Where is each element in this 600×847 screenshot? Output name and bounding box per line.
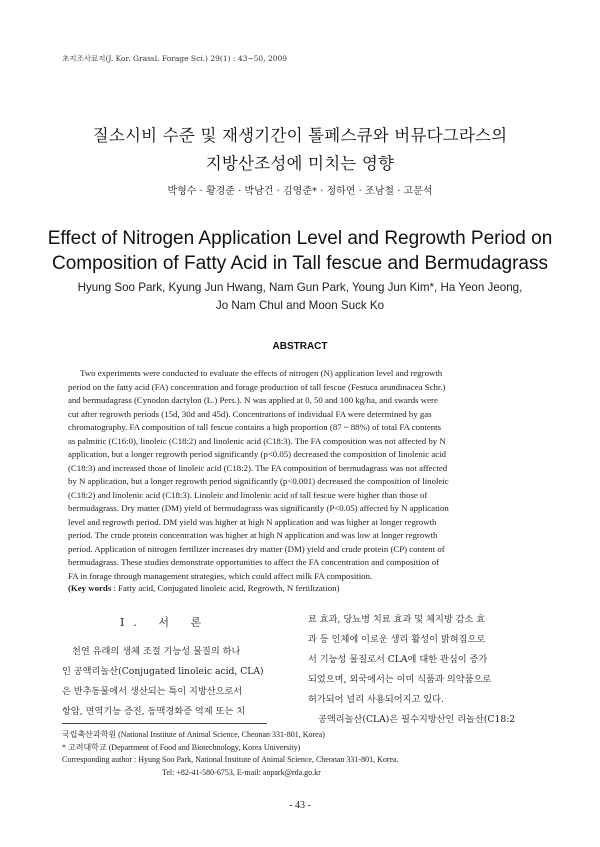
abstract-line: as palmitic (C16:0), linoleic (C18:2) and linolenic acid (C18:3). The FA composition was not affected by N xyxy=(68,435,446,446)
korean-title-line-1: 질소시비 수준 및 재생기간이 톨페스큐와 버뮤다그라스의 xyxy=(92,126,508,145)
body-text-line: 인 공액리놀산(Conjugated linoleic acid, CLA) xyxy=(62,666,264,677)
footnote-divider xyxy=(62,723,267,724)
body-text-line: 천연 유래의 생체 조절 기능성 물질의 하나 xyxy=(72,646,241,657)
abstract-line: (C18:2) and linolenic acid (C18:3). Linoleic and linolenic acid of tall fescue were higher than those of xyxy=(68,489,428,500)
body-text-line: 서 기능성 물질로서 CLA에 대한 관심이 증가 xyxy=(308,654,488,665)
english-title-line-1: Effect of Nitrogen Application Level and Regrowth Period on xyxy=(47,228,553,249)
abstract-line: by N application, but a longer regrowth period significantly (p<0.001) decreased the composition of linoleic xyxy=(68,476,449,486)
abstract-heading: ABSTRACT xyxy=(272,341,328,352)
abstract-line: FA in forage through management strategies, which could affect milk FA composition. xyxy=(68,570,373,581)
abstract-line: bermudagrass. These studies demonstrate opportunities to affect the FA concentration and composition of xyxy=(68,557,440,567)
abstract-line: application, but a longer regrowth period significantly (p<0.05) decreased the composition of linolenic acid xyxy=(68,449,446,459)
abstract-line: chromatography. FA composition of tall fescue contains a high proportion (87 ~ 88%) of total FA contents xyxy=(68,422,442,432)
abstract-line: period on the fatty acid (FA) concentration and forage production of tall fescue (Festuca arundinacea Schr.) xyxy=(68,381,446,392)
abstract-line: cut after regrowth periods (15d, 30d and 45d). Concentrations of individual FA were determined by gas xyxy=(68,408,432,419)
abstract-line: level and regrowth period. DM yield was higher at high N application and was higher at longer regrowth xyxy=(68,516,437,527)
keywords-label: (Key words xyxy=(68,583,112,593)
footnote-contact: Tel: +82-41-580-6753, E-mail: anpark@rda.go.kr xyxy=(162,768,321,777)
page-number: - 43 - xyxy=(289,800,311,811)
abstract-line: and bermudagrass (Cynodon dactylon (L.) Pers.). N was applied at 0, 50 and 100 kg/ha, and swards were xyxy=(68,395,438,405)
keywords xyxy=(68,583,542,593)
korean-authors: 박형수 · 황경준 · 박남건 · 김영준* · 정하연 · 조남철 · 고문석 xyxy=(167,186,433,197)
body-text-line: 공액리놀산(CLA)은 필수지방산인 리놀산(C18:2 xyxy=(318,714,516,725)
body-text-line: 은 반추동물에서 생산되는 특이 지방산으로서 xyxy=(62,686,243,697)
footnote-affiliation-2: * 고려대학교 (Department of Food and Biotechnology, Korea University) xyxy=(62,743,301,752)
abstract-line: period. The crude protein concentration was higher at high N application and was low at longer regrowth xyxy=(68,530,438,540)
body-text-line: 항암, 면역기능 증진, 동맥경화증 억제 또는 치 xyxy=(62,706,246,717)
korean-title-line-2: 지방산조성에 미치는 영향 xyxy=(205,154,395,173)
english-authors-line-1: Hyung Soo Park, Kyung Jun Hwang, Nam Gun Park, Young Jun Kim*, Ha Yeon Jeong, xyxy=(77,281,523,294)
section-title-introduction: I. 서 론 xyxy=(120,616,211,629)
abstract-line: Two experiments were conducted to evaluate the effects of nitrogen (N) application level and regrowth xyxy=(80,368,443,378)
body-text-line: 허가되어 널리 사용되어지고 있다. xyxy=(308,694,444,705)
abstract-line: period. Application of nitrogen fertilizer increases dry matter (DM) yield and crude protein (CP) content of xyxy=(68,543,445,554)
english-authors-line-2: Jo Nam Chul and Moon Suck Ko xyxy=(215,299,385,312)
footnote-corresponding-author: Corresponding author : Hyung Soo Park, National Institute of Animal Science, Cheonan 331-801, Korea. xyxy=(62,755,399,764)
abstract-line: bermudagrass. Dry matter (DM) yield of bermudagrass was significantly (P<0.05) affected by N application xyxy=(68,503,449,513)
abstract-line: (C18:3) and increased those of linoleic acid (C18:2). The FA composition of bermudagrass was not affected xyxy=(68,462,448,473)
body-text-line: 료 효과, 당뇨병 치료 효과 및 체지방 감소 효 xyxy=(308,614,486,625)
english-title-line-2: Composition of Fatty Acid in Tall fescue and Bermudagrass xyxy=(51,253,548,274)
body-text-line: 되었으며, 외국에서는 이미 식품과 의약품으로 xyxy=(308,674,492,685)
keywords-text: : Fatty acid, Conjugated linoleic acid, Regrowth, N fertilization) xyxy=(111,583,340,593)
footnote-affiliation-1: 국립축산과학원 (National Institute of Animal Science, Cheonan 331-801, Korea) xyxy=(62,730,325,739)
journal-citation: 초지조사료지(J. Kor. Grassl. Forage Sci.) 29(1) : 43~50, 2009 xyxy=(62,54,288,63)
body-text-line: 과 등 인체에 이로운 생리 활성이 밝혀짐으로 xyxy=(308,634,486,645)
